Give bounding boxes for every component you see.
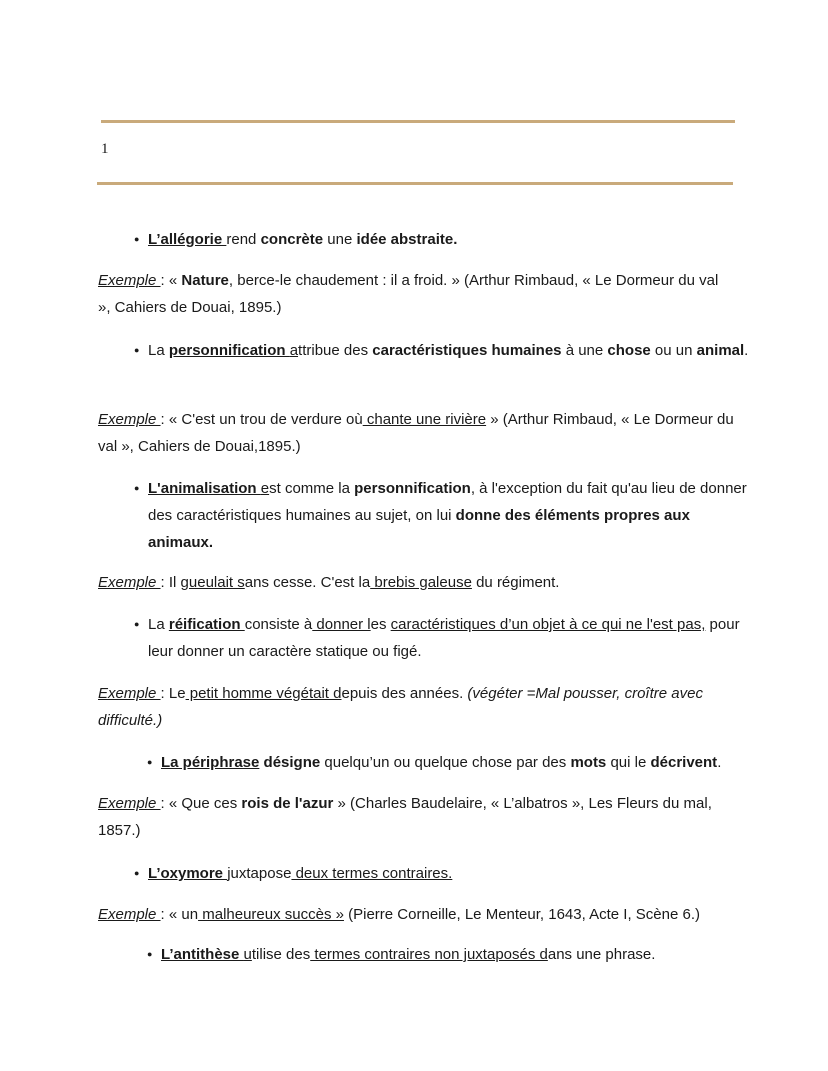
text-segment: idée abstraite. bbox=[356, 231, 458, 248]
bullet-periphrase bbox=[135, 749, 781, 776]
text-segment: ans cesse. C'est la bbox=[244, 574, 371, 591]
text-segment: concrète bbox=[260, 231, 324, 248]
example-animalisation bbox=[98, 569, 738, 596]
text-segment: » (Charles Baudelaire, « L’albatros », Les Fleurs du mal, 1857.) bbox=[98, 795, 712, 839]
header-bottom-rule bbox=[97, 182, 733, 185]
bullet-oxymore bbox=[122, 860, 748, 887]
example-periphrase bbox=[98, 790, 728, 844]
text-segment: ans une phrase. bbox=[547, 946, 656, 963]
bullet-antithese bbox=[135, 941, 781, 968]
text-segment: ou un bbox=[650, 342, 697, 359]
text-segment: La périphrase bbox=[161, 754, 260, 771]
example-allegorie bbox=[98, 267, 730, 321]
header-top-rule bbox=[101, 120, 735, 123]
text-segment: malheureux succès » bbox=[198, 906, 344, 923]
bullet-dot: ● bbox=[134, 345, 140, 355]
example-personnification bbox=[98, 406, 738, 460]
example-reification bbox=[98, 680, 718, 734]
text-segment: st comme la bbox=[269, 480, 355, 497]
text-segment: Exemple bbox=[98, 272, 161, 289]
text-segment: pour leur donner un caractère statique ou figé. bbox=[148, 616, 740, 660]
text-segment: caractéristiques humaines bbox=[372, 342, 562, 359]
text-segment: petit homme végétait d bbox=[185, 685, 342, 702]
text-segment: epuis des années. bbox=[341, 685, 468, 702]
text-segment: , berce-le chaudement : il a froid. » (Arthur Rimbaud, « Le Dormeur du val », Cahiers de Douai, 1895.) bbox=[98, 272, 719, 316]
text-segment: e bbox=[260, 480, 270, 497]
bullet-reification bbox=[122, 611, 752, 665]
text-segment: : « Que ces bbox=[160, 795, 242, 812]
text-segment: » (Arthur Rimbaud, « Le Dormeur du val », Cahiers de Douai,1895.) bbox=[98, 411, 734, 455]
text-segment: juxtapose bbox=[227, 865, 292, 882]
text-segment: u bbox=[243, 946, 252, 963]
text-segment: réification bbox=[168, 616, 245, 633]
text-segment: La bbox=[148, 342, 169, 359]
text-segment: , à l'exception du fait qu'au lieu de donner des caractéristiques humaines au sujet, on lui bbox=[148, 480, 747, 524]
text-segment: personnification bbox=[354, 480, 471, 497]
text-segment: du régiment. bbox=[471, 574, 560, 591]
text-segment: rend bbox=[226, 231, 261, 248]
text-segment: Exemple bbox=[98, 685, 161, 702]
text-segment: personnification bbox=[168, 342, 290, 359]
text-segment: qui le bbox=[606, 754, 651, 771]
bullet-dot: ● bbox=[147, 757, 153, 767]
bullet-dot: ● bbox=[134, 619, 140, 629]
text-segment: chante une rivière bbox=[362, 411, 487, 428]
text-segment: a bbox=[289, 342, 299, 359]
text-segment: Exemple bbox=[98, 795, 161, 812]
text-segment: : Le bbox=[160, 685, 186, 702]
text-segment: (Pierre Corneille, Le Menteur, 1643, Acte I, Scène 6.) bbox=[343, 906, 700, 923]
text-segment: Exemple bbox=[98, 411, 161, 428]
text-segment: Exemple bbox=[98, 906, 161, 923]
text-segment: caractéristiques d’un objet à ce qui ne l'est pas, bbox=[390, 616, 706, 633]
bullet-dot: ● bbox=[147, 949, 153, 959]
text-segment: : Il bbox=[160, 574, 181, 591]
text-segment: animal bbox=[696, 342, 745, 359]
text-segment: quelqu’un ou quelque chose par des bbox=[320, 754, 571, 771]
text-segment: : « bbox=[160, 272, 182, 289]
bullet-personnification bbox=[122, 337, 752, 364]
text-segment: La bbox=[148, 616, 169, 633]
example-oxymore bbox=[98, 901, 738, 928]
bullet-animalisation bbox=[122, 475, 748, 556]
text-segment: termes contraires non juxtaposés d bbox=[310, 946, 548, 963]
text-segment: ttribue des bbox=[298, 342, 373, 359]
text-segment: . bbox=[744, 342, 749, 359]
text-segment: . bbox=[717, 754, 722, 771]
text-segment: : « C'est un trou de verdure où bbox=[160, 411, 363, 428]
text-segment: donne des éléments propres aux animaux. bbox=[148, 507, 690, 551]
text-segment: consiste à bbox=[244, 616, 313, 633]
text-segment: rois de l'azur bbox=[241, 795, 334, 812]
text-segment: L'animalisation bbox=[148, 480, 261, 497]
text-segment: Nature bbox=[181, 272, 229, 289]
text-segment: L’allégorie bbox=[148, 231, 227, 248]
bullet-allegorie bbox=[122, 226, 748, 253]
text-segment: désigne bbox=[263, 754, 321, 771]
text-segment: brebis galeuse bbox=[370, 574, 472, 591]
text-segment: tilise des bbox=[251, 946, 311, 963]
text-segment: une bbox=[323, 231, 357, 248]
bullet-dot: ● bbox=[134, 868, 140, 878]
text-segment: deux termes contraires. bbox=[291, 865, 453, 882]
text-segment: gueulait s bbox=[180, 574, 245, 591]
bullet-dot: ● bbox=[134, 483, 140, 493]
text-segment: L’oxymore bbox=[148, 865, 228, 882]
page-number: 1 bbox=[101, 141, 109, 157]
text-segment: (végéter =Mal pousser, croître avec difficulté.) bbox=[98, 685, 703, 729]
text-segment: mots bbox=[570, 754, 607, 771]
text-segment: L’antithèse bbox=[161, 946, 244, 963]
text-segment: Exemple bbox=[98, 574, 161, 591]
text-segment: décrivent bbox=[650, 754, 718, 771]
text-segment: es bbox=[370, 616, 391, 633]
text-segment: chose bbox=[607, 342, 651, 359]
text-segment: donner l bbox=[312, 616, 371, 633]
text-segment: : « un bbox=[160, 906, 199, 923]
bullet-dot: ● bbox=[134, 234, 140, 244]
text-segment: à une bbox=[561, 342, 608, 359]
